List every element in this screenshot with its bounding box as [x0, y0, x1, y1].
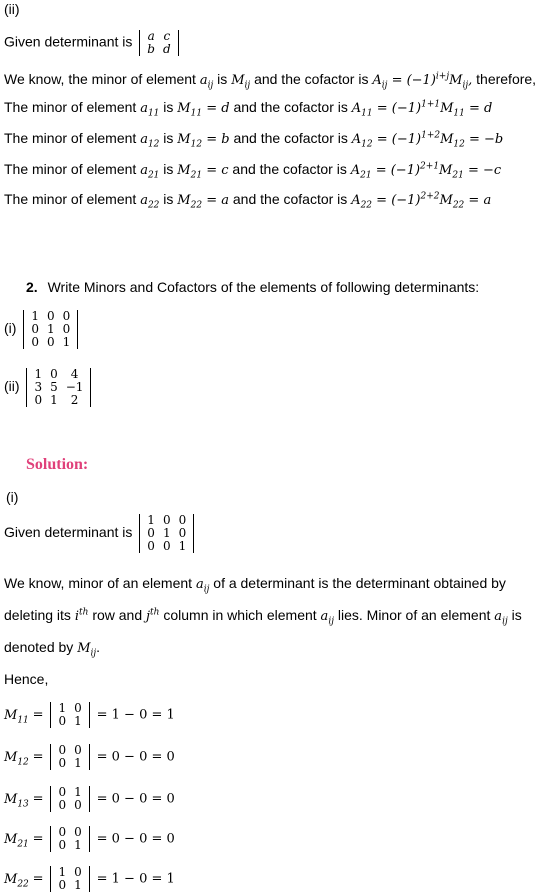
definition-line-2: deleting its $i^{th}$ row and $j^{th}$ column in which element $a_{ij}$ lies. Minor of an element $a_{ij}$ is	[4, 607, 522, 627]
q2-ii-line	[4, 368, 94, 407]
cofactor-intro	[4, 70, 536, 90]
det-cell: 4	[70, 367, 79, 381]
det-abcd	[139, 30, 178, 56]
det-cell: b	[147, 42, 155, 56]
det-cell: 2	[70, 393, 79, 407]
given-prefix: Given determinant is	[4, 33, 133, 50]
q2-ii-label: (ii)	[4, 378, 20, 395]
det-cell: −1	[65, 380, 84, 394]
math-aij: $a_{ij}$	[199, 73, 214, 91]
part-label-ii: (ii)	[4, 1, 20, 17]
def-text: of a determinant is the determinant obtained by	[213, 575, 506, 591]
det-cell: 1	[34, 367, 43, 381]
det-cell: 0	[31, 335, 39, 349]
question-number: 2.	[26, 279, 38, 295]
det-cell: 1	[178, 539, 187, 553]
q2-i-label: (i)	[4, 320, 17, 337]
math-aij-formula: $A_{ij} = (-1)^{i+j}M_{ij}$,	[372, 71, 473, 91]
det-q2-i	[23, 310, 78, 349]
det-cell: 0	[46, 335, 55, 349]
det-cell: 0	[50, 367, 58, 381]
det-m13: 0 1 0 0	[50, 786, 89, 812]
minor-line-11: The minor of element $a_{11}$ is $M_{11} = d$ and the cofactor is $A_{11} = (-1)^{1+1}M_{11} = d$	[4, 99, 493, 119]
det-cell: 0	[62, 322, 71, 336]
minor-calc: = 0 − 0 = 0	[96, 749, 175, 765]
det-m22: 1 0 0 1	[50, 866, 89, 892]
det-cell: 0	[46, 309, 55, 323]
det-cell: 0	[147, 526, 155, 540]
det-cell: 0	[162, 513, 171, 527]
sol-given-line	[4, 514, 197, 553]
det-cell: 1	[46, 322, 55, 336]
minor-m22: $M_{22}$ = 1 0 0 1 = 1 − 0 = 1	[4, 865, 175, 892]
det-cell: 5	[50, 380, 58, 394]
minor-calc: = 0 − 0 = 0	[96, 791, 175, 807]
def-text: deleting its	[4, 607, 71, 623]
minor-m11: $M_{11}$ = 1 0 0 1 = 1 − 0 = 1	[4, 701, 175, 728]
definition-line-3: denoted by $M_{ij}$.	[4, 639, 101, 659]
minor-line-prefix: The minor of element	[4, 130, 137, 146]
def-text: We know, minor of an element	[4, 575, 193, 591]
given-det-line	[4, 30, 182, 56]
det-cell: d	[162, 42, 171, 56]
minor-line-prefix: The minor of element	[4, 191, 137, 207]
det-cell: a	[147, 29, 155, 43]
det-cell: 1	[50, 393, 58, 407]
def-text: lies. Minor of an element	[337, 607, 491, 623]
det-cell: 0	[178, 513, 187, 527]
question-2	[26, 278, 479, 296]
det-cell: 0	[162, 539, 171, 553]
q2-i-line	[4, 310, 81, 349]
minor-m13: $M_{13}$ = 0 1 0 0 = 0 − 0 = 0	[4, 785, 175, 812]
det-cell: 0	[34, 393, 43, 407]
det-cell: 3	[34, 380, 43, 394]
def-text: denoted by	[4, 639, 74, 655]
intro-text-3: and the cofactor is	[254, 71, 369, 87]
det-cell: c	[163, 29, 171, 43]
sol-part-i: (i)	[6, 489, 19, 505]
minor-line-prefix: The minor of element	[4, 161, 137, 177]
intro-text-1: We know, the minor of element	[4, 71, 196, 87]
det-m12: 0 0 0 1	[50, 744, 89, 770]
det-cell: 1	[62, 335, 71, 349]
minor-line-22: The minor of element $a_{22}$ is $M_{22} = a$ and the cofactor is $A_{22} = (-1)^{2+2}M_{22} = a$	[4, 191, 492, 211]
det-cell: 0	[147, 539, 155, 553]
det-q2-ii	[26, 368, 91, 407]
det-cell: 1	[147, 513, 155, 527]
def-text: row and	[92, 607, 143, 623]
def-text: column in which element	[163, 607, 317, 623]
intro-text-2: is	[217, 71, 228, 87]
def-text: is	[511, 607, 522, 623]
minor-calc: = 1 − 0 = 1	[96, 871, 175, 887]
minor-m21: $M_{21}$ = 0 0 0 1 = 0 − 0 = 0	[4, 825, 175, 852]
intro-text-4: therefore,	[476, 71, 537, 87]
det-cell: 0	[178, 526, 187, 540]
det-cell: 1	[162, 526, 171, 540]
minor-line-12: The minor of element $a_{12}$ is $M_{12} = b$ and the cofactor is $A_{12} = (-1)^{1+2}M_{12} = -b$	[4, 130, 504, 150]
det-cell: 0	[31, 322, 39, 336]
hence-text: Hence,	[4, 671, 49, 687]
minor-m12: $M_{12}$ = 0 0 0 1 = 0 − 0 = 0	[4, 743, 175, 770]
solution-label: Solution:	[26, 456, 89, 473]
det-sol	[139, 514, 194, 553]
det-cell: 1	[31, 309, 39, 323]
math-mij: $M_{ij}$	[231, 73, 251, 91]
definition-line-1: We know, minor of an element $a_{ij}$ of a determinant is the determinant obtained by	[4, 575, 506, 595]
det-m11: 1 0 0 1	[50, 702, 89, 728]
det-cell: 0	[62, 309, 71, 323]
question-text: Write Minors and Cofactors of the elements of following determinants:	[47, 279, 480, 295]
det-m21: 0 0 0 1	[50, 826, 89, 852]
minor-calc: = 0 − 0 = 0	[96, 831, 175, 847]
minor-line-prefix: The minor of element	[4, 99, 137, 115]
sol-given-prefix: Given determinant is	[4, 524, 133, 541]
minor-calc: = 1 − 0 = 1	[96, 707, 175, 723]
minor-line-21: The minor of element $a_{21}$ is $M_{21} = c$ and the cofactor is $A_{21} = (-1)^{2+1}M_{21} = -c$	[4, 161, 502, 181]
